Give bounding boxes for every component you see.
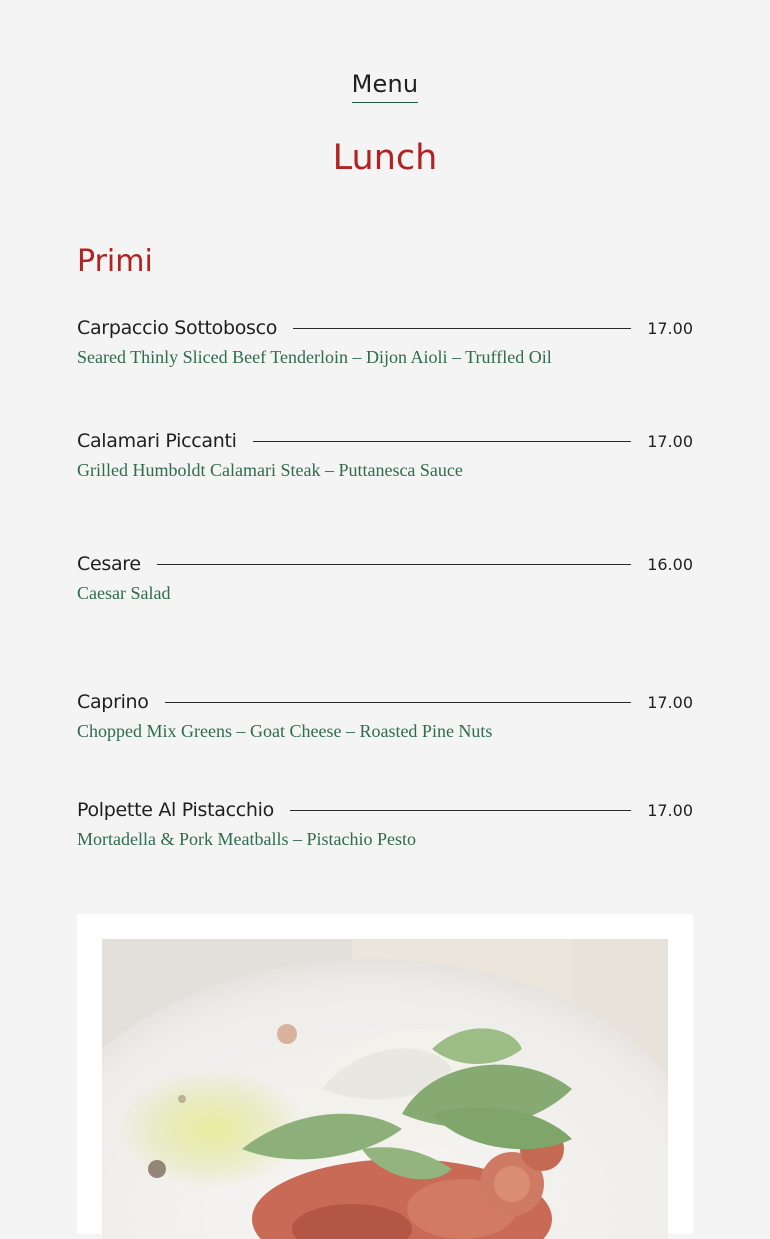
dotted-leader-line xyxy=(290,810,631,811)
menu-item xyxy=(77,428,693,481)
menu-item-header xyxy=(77,797,693,823)
menu-item-price: 17.00 xyxy=(647,318,693,338)
menu-item xyxy=(77,689,693,742)
menu-item-header xyxy=(77,689,693,715)
dotted-leader-line xyxy=(293,328,631,329)
menu-item-description: Caesar Salad xyxy=(77,583,171,603)
page-title: Lunch xyxy=(332,138,438,178)
section-title: Primi xyxy=(77,244,153,279)
menu-item-header xyxy=(77,428,693,454)
menu-item-price: 17.00 xyxy=(647,431,693,451)
menu-item-price: 17.00 xyxy=(647,692,693,712)
menu-item xyxy=(77,315,693,368)
dotted-leader-line xyxy=(157,564,631,565)
photo-card xyxy=(77,914,693,1234)
dotted-leader-line xyxy=(253,441,632,442)
menu-item xyxy=(77,551,693,604)
menu-item-description: Grilled Humboldt Calamari Steak – Puttanesca Sauce xyxy=(77,460,463,480)
menu-heading xyxy=(0,70,770,103)
menu-item-description: Mortadella & Pork Meatballs – Pistachio Pesto xyxy=(77,829,416,849)
menu-item-description: Chopped Mix Greens – Goat Cheese – Roasted Pine Nuts xyxy=(77,721,493,741)
menu-heading-label: Menu xyxy=(352,70,419,103)
food-photo xyxy=(102,939,668,1239)
menu-item-price: 17.00 xyxy=(647,800,693,820)
menu-item-header xyxy=(77,551,693,577)
menu-item-name: Calamari Piccanti xyxy=(77,430,237,452)
dotted-leader-line xyxy=(165,702,632,703)
menu-item-price: 16.00 xyxy=(647,554,693,574)
menu-item-name: Carpaccio Sottobosco xyxy=(77,317,278,339)
menu-item-name: Cesare xyxy=(77,553,141,575)
menu-item xyxy=(77,797,693,850)
menu-item-description: Seared Thinly Sliced Beef Tenderloin – Dijon Aioli – Truffled Oil xyxy=(77,347,552,367)
menu-item-name: Caprino xyxy=(77,691,149,713)
menu-item-header xyxy=(77,315,693,341)
menu-item-name: Polpette Al Pistacchio xyxy=(77,799,274,821)
caprese-plate-image xyxy=(102,939,668,1239)
